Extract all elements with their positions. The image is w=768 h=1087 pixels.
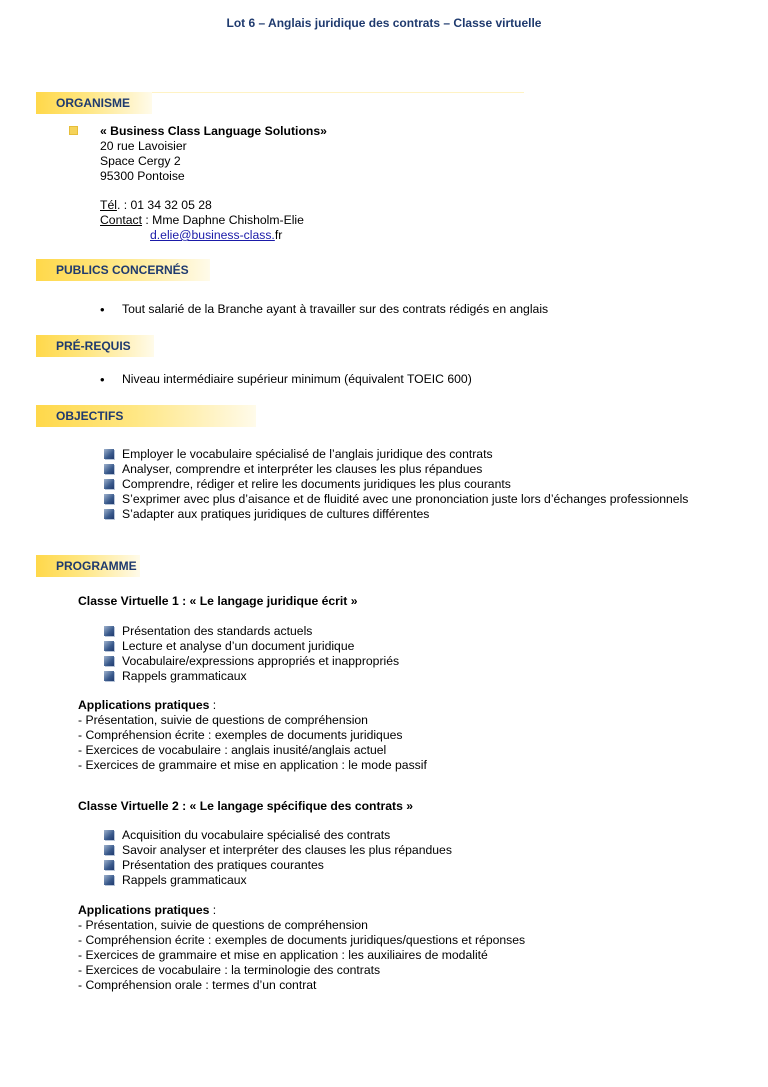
- cv2-app-line: - Exercices de vocabulaire : la terminologie des contrats: [78, 963, 381, 977]
- bullet-square-icon: [104, 479, 114, 489]
- section-heading-prerequis: PRÉ-REQUIS: [56, 339, 131, 353]
- bullet-square-icon: [104, 656, 114, 666]
- cv2-item: Rappels grammaticaux: [122, 873, 247, 887]
- phone-value: . : 01 34 32 05 28: [116, 198, 212, 212]
- bullet-square-icon: [69, 126, 78, 135]
- bullet-square-icon: [104, 860, 114, 870]
- cv1-apps-heading: [78, 698, 216, 713]
- cv1-app-line: - Exercices de vocabulaire : anglais inusité/anglais actuel: [78, 743, 387, 757]
- bullet-square-icon: [104, 830, 114, 840]
- objectif-item: S’exprimer avec plus d’aisance et de fluidité avec une prononciation juste lors d’échanges professionnels: [122, 492, 689, 506]
- organisme-email: [150, 228, 282, 243]
- contact-value: : Mme Daphne Chisholm-Elie: [142, 213, 304, 227]
- objectif-item: Analyser, comprendre et interpréter les clauses les plus répandues: [122, 462, 483, 476]
- cv1-app-line: - Compréhension écrite : exemples de documents juridiques: [78, 728, 403, 742]
- section-heading-programme: PROGRAMME: [56, 559, 137, 573]
- publics-item: Tout salarié de la Branche ayant à travailler sur des contrats rédigés en anglais: [122, 302, 549, 316]
- bullet-square-icon: [104, 494, 114, 504]
- organisme-city: 95300 Pontoise: [100, 169, 185, 183]
- cv2-app-line: - Compréhension orale : termes d’un contrat: [78, 978, 317, 992]
- cv1-apps-colon: :: [209, 698, 217, 712]
- bullet-square-icon: [104, 626, 114, 636]
- prerequis-item: Niveau intermédiaire supérieur minimum (équivalent TOEIC 600): [122, 372, 472, 386]
- cv2-app-line: - Compréhension écrite : exemples de documents juridiques/questions et réponses: [78, 933, 526, 947]
- section-heading-publics: PUBLICS CONCERNÉS: [56, 263, 189, 277]
- bullet-square-icon: [104, 671, 114, 681]
- bullet-dot-icon: •: [100, 372, 105, 387]
- objectif-item: Employer le vocabulaire spécialisé de l’anglais juridique des contrats: [122, 447, 493, 461]
- cv2-item: Acquisition du vocabulaire spécialisé des contrats: [122, 828, 391, 842]
- email-link[interactable]: d.elie@business-class.: [150, 228, 275, 242]
- cv1-apps-label: Applications pratiques: [78, 698, 210, 712]
- bullet-square-icon: [104, 875, 114, 885]
- objectif-item: S’adapter aux pratiques juridiques de cultures différentes: [122, 507, 430, 521]
- phone-label: Tél: [100, 198, 117, 212]
- cv1-item: Rappels grammaticaux: [122, 669, 247, 683]
- section-heading-objectifs: OBJECTIFS: [56, 409, 124, 423]
- organisme-street: 20 rue Lavoisier: [100, 139, 187, 153]
- email-tail: fr: [274, 228, 283, 242]
- cv2-app-line: - Présentation, suivie de questions de compréhension: [78, 918, 368, 932]
- cv2-apps-heading: [78, 903, 216, 918]
- organisme-phone: [100, 198, 212, 213]
- objectif-item: Comprendre, rédiger et relire les documents juridiques les plus courants: [122, 477, 511, 491]
- cv1-app-line: - Présentation, suivie de questions de compréhension: [78, 713, 368, 727]
- cv2-item: Présentation des pratiques courantes: [122, 858, 324, 872]
- cv2-apps-colon: :: [209, 903, 217, 917]
- cv1-item: Présentation des standards actuels: [122, 624, 313, 638]
- section-rule-organisme: [152, 92, 524, 93]
- document-title: Lot 6 – Anglais juridique des contrats – Classe virtuelle: [226, 16, 542, 30]
- bullet-square-icon: [104, 845, 114, 855]
- cv1-title: Classe Virtuelle 1 : « Le langage juridique écrit »: [78, 594, 358, 608]
- cv2-apps-label: Applications pratiques: [78, 903, 210, 917]
- bullet-dot-icon: •: [100, 302, 105, 317]
- cv1-item: Vocabulaire/expressions appropriés et inappropriés: [122, 654, 400, 668]
- cv2-title: Classe Virtuelle 2 : « Le langage spécifique des contrats »: [78, 799, 414, 813]
- bullet-square-icon: [104, 509, 114, 519]
- organisme-contact: [100, 213, 304, 228]
- bullet-square-icon: [104, 449, 114, 459]
- cv2-item: Savoir analyser et interpréter des clauses les plus répandues: [122, 843, 452, 857]
- bullet-square-icon: [104, 464, 114, 474]
- bullet-square-icon: [104, 641, 114, 651]
- organisme-building: Space Cergy 2: [100, 154, 181, 168]
- cv1-item: Lecture et analyse d’un document juridique: [122, 639, 355, 653]
- section-heading-organisme: ORGANISME: [56, 96, 131, 110]
- organisme-name: « Business Class Language Solutions»: [100, 124, 327, 138]
- cv1-app-line: - Exercices de grammaire et mise en application : le mode passif: [78, 758, 427, 772]
- contact-label: Contact: [100, 213, 143, 227]
- cv2-app-line: - Exercices de grammaire et mise en application : les auxiliaires de modalité: [78, 948, 488, 962]
